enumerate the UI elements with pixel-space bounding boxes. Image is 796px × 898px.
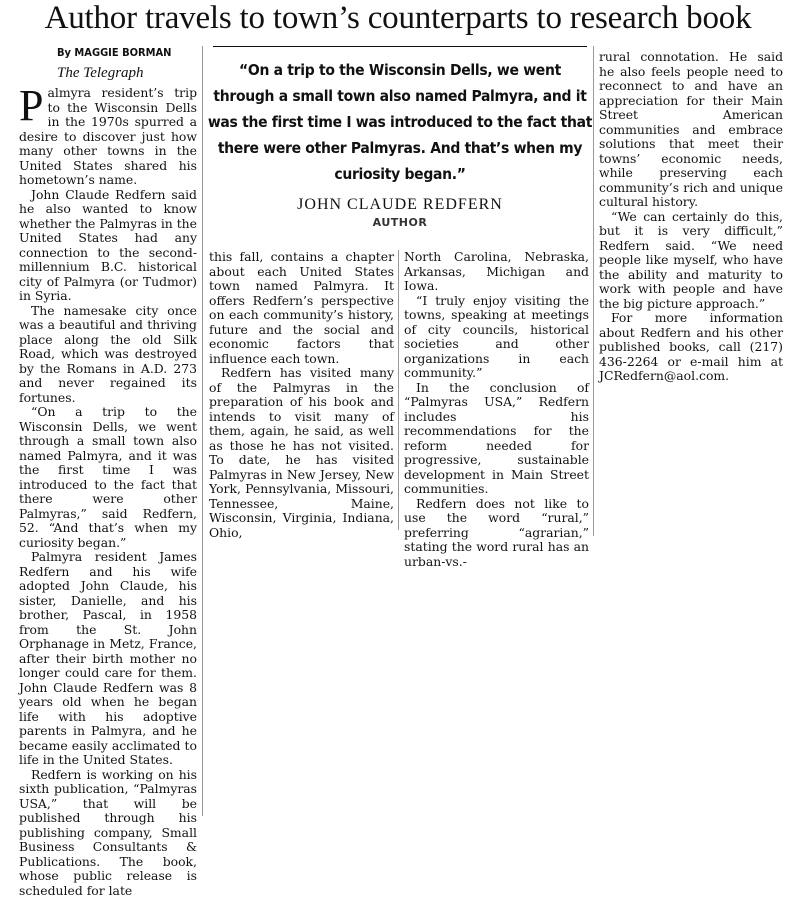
pull-quote-title: AUTHOR [207,215,593,231]
column-1 [19,86,197,898]
pull-quote [207,46,593,237]
paragraph: North Carolina, Nebraska, Arkansas, Michigan and Iowa. [404,250,589,294]
column-rule [593,46,594,536]
paragraph: “On a trip to the Wisconsin Dells, we went through a small town also named Palmyra, and it was the first time I was introduced to the fact that there were other Palmyras,” said Redfern, 52. “And that’s when my curiosity began.” [19,405,197,550]
headline: Author travels to town’s counterparts to research book [0,0,796,36]
byline: By MAGGIE BORMAN [57,46,171,60]
paragraph: “I truly enjoy visiting the towns, speaking at meetings of city councils, historical societies and other organizations in each community.” [404,294,589,381]
paragraph: Palmyra resident’s trip to the Wisconsin Dells in the 1970s spurred a desire to discover just how many other towns in the United States shared his hometown’s name. [19,86,197,188]
paragraph: John Claude Redfern said he also wanted to know whether the Palmyras in the United States had any connection to the second-millennium B.C. historical city of Palmyra (or Tudmor) in Syria. [19,188,197,304]
paragraph: For more information about Redfern and his other published books, call (217) 436-2264 or e-mail him at JCRedfern@aol.com. [599,311,783,384]
pull-quote-text: “On a trip to the Wisconsin Dells, we went through a small town also named Palmyra, and it was the first time I was introduced to the fact that there were other Palmyras. And that’s when my curiosity began.” [207,57,593,187]
column-rule [202,46,203,816]
paragraph: In the conclusion of “Palmyras USA,” Redfern includes his recommendations for the reform needed for progressive, sustainable development in Main Street communities. [404,381,589,497]
column-3 [404,250,589,569]
paragraph: rural connotation. He said he also feels people need to reconnect to and have an appreciation for their Main Street American communities and embrace solutions that meet their towns’ economic needs, while preserving each community’s rich and unique cultural history. [599,50,783,210]
paragraph: Redfern has visited many of the Palmyras in the preparation of his book and intends to visit many of them, again, he said, as well as those he has not visited. To date, he has visited Palmyras in New Jersey, New York, Pennsylvania, Missouri, Tennessee, Maine, Wisconsin, Virginia, Indiana, Ohio, [209,366,394,540]
paragraph: Redfern does not like to use the word “rural,” preferring “agrarian,” stating the word rural has an urban-vs.- [404,497,589,570]
pull-quote-top-rule [213,46,587,47]
paragraph: Redfern is working on his sixth publication, “Palmyras USA,” that will be published through his publishing company, Small Business Consultants & Publications. The book, whose public release is scheduled for late [19,768,197,898]
column-4 [599,50,783,384]
paragraph: this fall, contains a chapter about each United States town named Palmyra. It offers Redfern’s perspective on each community’s history, future and the social and economic factors that influence each town. [209,250,394,366]
column-2 [209,250,394,540]
paragraph: “We can certainly do this, but it is very difficult,” Redfern said. “We need people like myself, who have the ability and maturity to work with people and have the big picture approach.” [599,210,783,312]
pull-quote-attribution: JOHN CLAUDE REDFERN [207,195,593,215]
column-rule [398,250,399,530]
source-publication: The Telegraph [57,64,144,82]
paragraph: Palmyra resident James Redfern and his wife adopted John Claude, his sister, Danielle, and his brother, Pascal, in 1958 from the St. John Orphanage in Metz, France, after their birth mother no longer could care for them. John Claude Redfern was 8 years old when he began life with his adoptive parents in Palmyra, and he became easily acclimated to life in the United States. [19,550,197,768]
paragraph: The namesake city once was a beautiful and thriving place along the old Silk Road, which was destroyed by the Romans in A.D. 273 and never regained its fortunes. [19,304,197,406]
